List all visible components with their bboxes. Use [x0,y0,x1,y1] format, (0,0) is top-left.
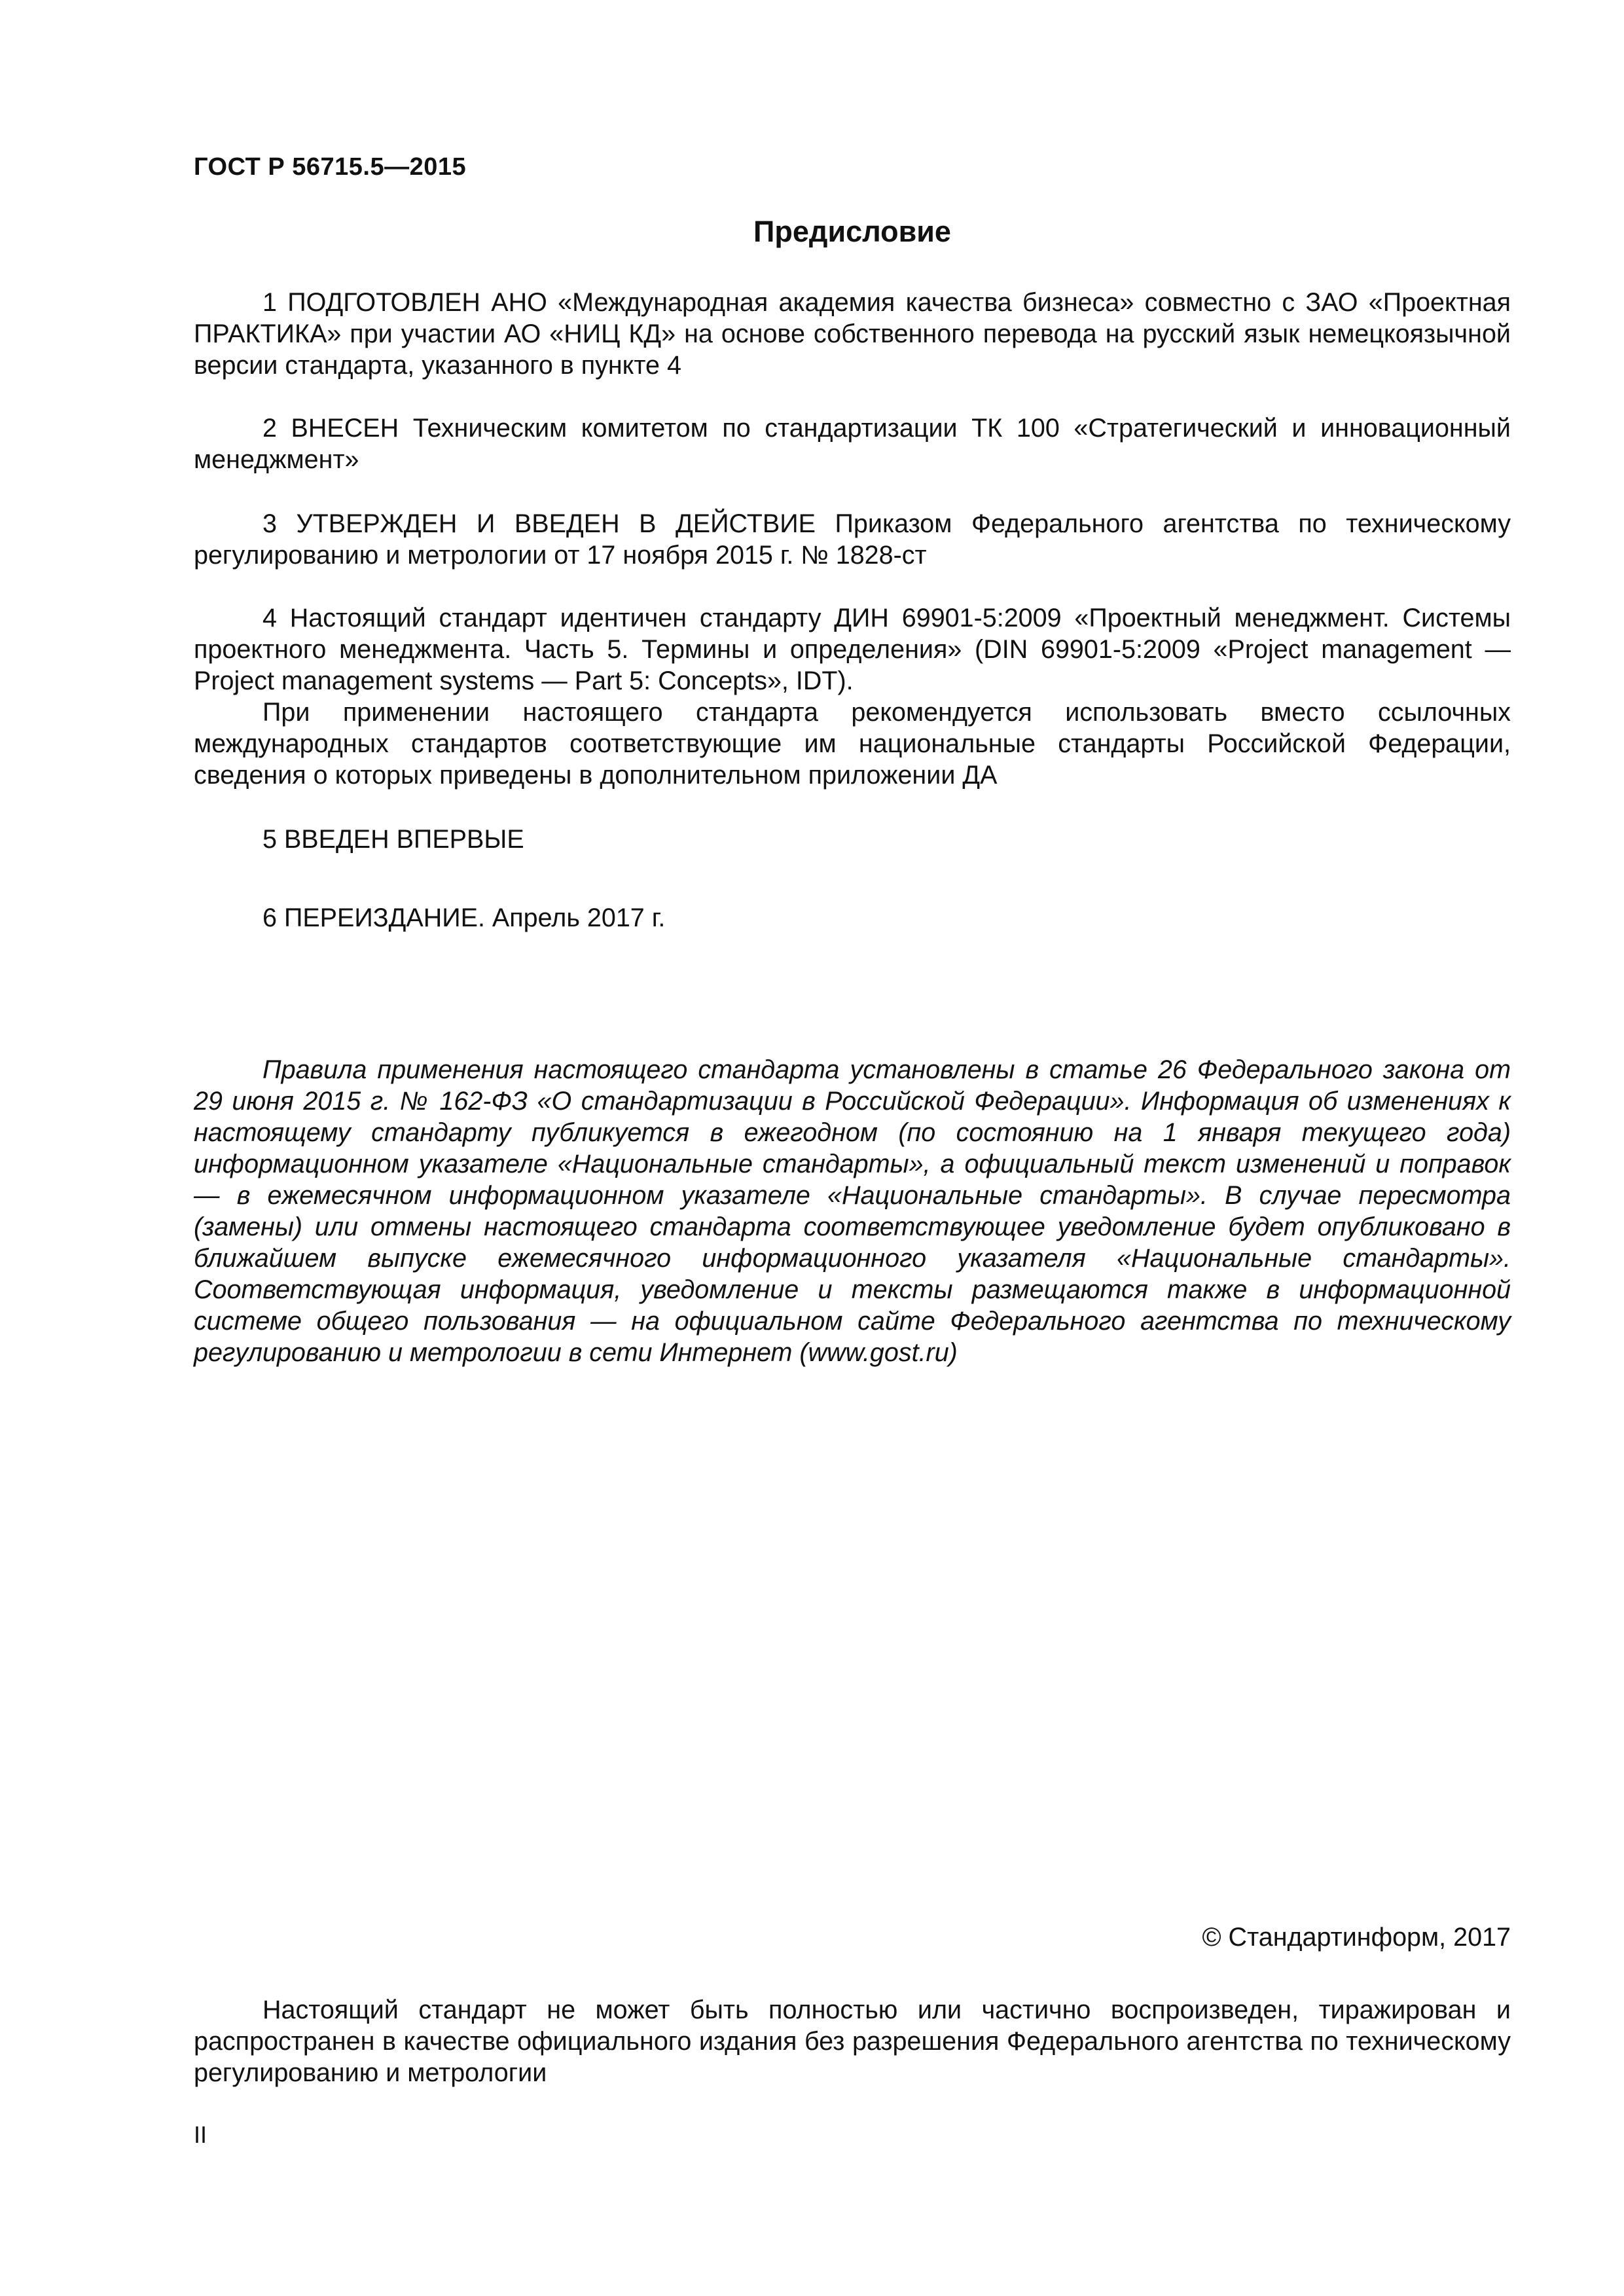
reproduction-notice: Настоящий стандарт не может быть полностью или частично воспроизведен, тиражирован и распространен в качестве официального издания без разрешения Федерального агентства по техническому регулированию и метрологии [194,1995,1511,2087]
copyright-line: © Стандартинформ, 2017 [1202,1923,1511,1952]
foreword-item-2: 2 ВНЕСЕН Техническим комитетом по стандартизации ТК 100 «Стратегический и инновационный менеджмент» [194,414,1511,474]
page-title: Предисловие [753,215,951,248]
foreword-item-5: 5 ВВЕДЕН ВПЕРВЫЕ [262,825,524,854]
foreword-item-4: 4 Настоящий стандарт идентичен стандарту ДИН 69901-5:2009 «Проектный менеджмент. Системы проектного менеджмента. Часть 5. Термины и определения» (DIN 69901-5:2009 «Project management — Project management systems — Part 5: Concepts», IDT). [194,604,1511,695]
page-number: II [194,2121,208,2148]
foreword-item-3: 3 УТВЕРЖДЕН И ВВЕДЕН В ДЕЙСТВИЕ Приказом Федерального агентства по техническому регулированию и метрологии от 17 ноября 2015 г. № 1828-ст [194,509,1511,570]
rules-notice: Правила применения настоящего стандарта установлены в статье 26 Федерального закона от 29 июня 2015 г. № 162-ФЗ «О стандартизации в Российской Федерации». Информация об изменениях к настоящему стандарту публикуется в ежегодном (по состоянию на 1 января текущего года) информационном указателе «Национальные стандарты», а официальный текст изменений и поправок — в ежемесячном информационном указателе «Национальные стандарты». В случае пересмотра (замены) или отмены настоящего стандарта соответствующее уведомление будет опубликовано в ближайшем выпуске ежемесячного информационного указателя «Национальные стандарты». Соответствующая информация, уведомление и тексты размещаются также в информационной системе общего пользования — на официальном сайте Федерального агентства по техническому регулированию и метрологии в сети Интернет (www.gost.ru) [194,1055,1511,1367]
foreword-item-4-note: При применении настоящего стандарта рекомендуется использовать вместо ссылочных международных стандартов соответствующие им национальные стандарты Российской Федерации, сведения о которых приведены в дополнительном приложении ДА [194,698,1511,790]
foreword-item-6: 6 ПЕРЕИЗДАНИЕ. Апрель 2017 г. [262,903,666,932]
foreword-item-1: 1 ПОДГОТОВЛЕН АНО «Международная академия качества бизнеса» совместно с ЗАО «Проектная ПРАКТИКА» при участии АО «НИЦ КД» на основе собственного перевода на русский язык немецкоязычной версии стандарта, указанного в пункте 4 [194,288,1511,380]
standard-code-header: ГОСТ Р 56715.5—2015 [194,153,467,181]
